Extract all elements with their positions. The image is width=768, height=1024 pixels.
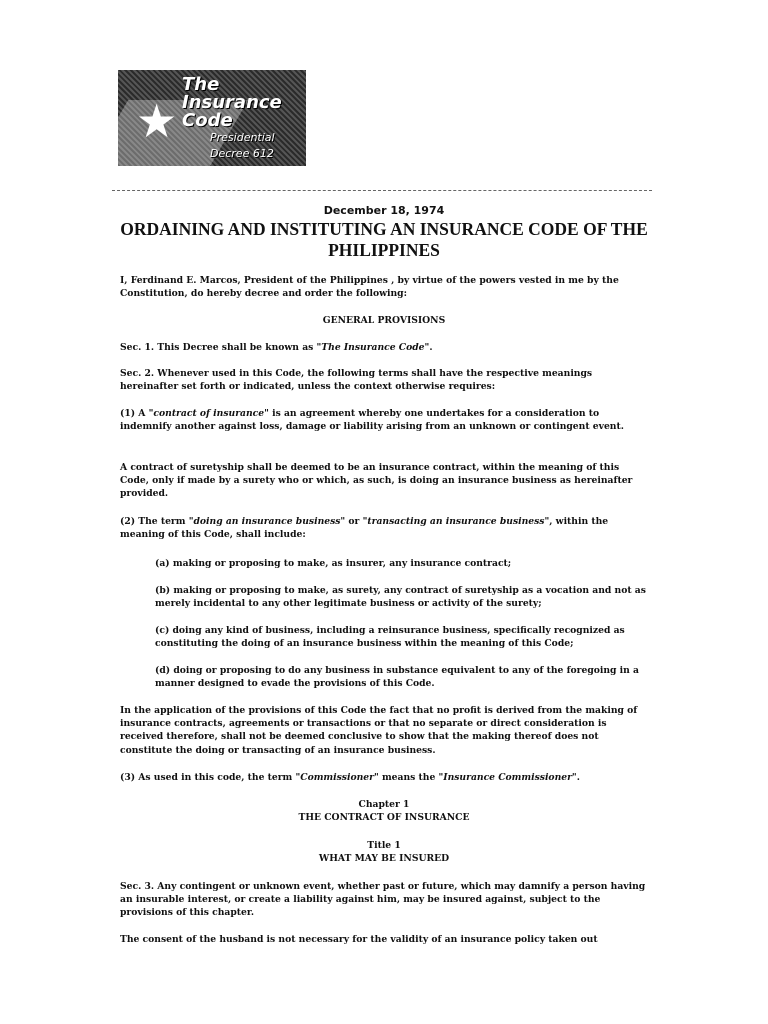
sec1-paragraph [120, 341, 650, 354]
chapter-number: Chapter 1 [358, 799, 410, 810]
def3-text: (3) As used in this code, the term [120, 772, 296, 783]
def3-means: means the [378, 772, 439, 783]
def2-term-1: "doing an insurance business" [188, 516, 346, 527]
logo-text-insurance: Insurance [182, 92, 282, 113]
def2-paragraph [120, 515, 650, 541]
sec1-term: "The Insurance Code" [316, 342, 430, 353]
def2-text: (2) The term [120, 516, 189, 527]
def1-term: "contract of insurance" [148, 408, 269, 419]
sec1-end: . [429, 342, 433, 353]
page-title: ORDAINING AND INSTITUTING AN INSURANCE CODE OF THE PHILIPPINES [120, 219, 648, 260]
insurance-code-logo [118, 70, 306, 166]
decree-date: December 18, 1974 [323, 204, 445, 217]
logo-text-decree: Decree 612 [210, 147, 274, 160]
def3-term-2: "Insurance Commissioner" [438, 772, 577, 783]
def3-end: . [576, 772, 580, 783]
list-item-a: (a) making or proposing to make, as insurer, any insurance contract; [155, 558, 512, 569]
logo-text-presidential: Presidential [210, 131, 275, 144]
logo-text-code: Code [182, 110, 233, 131]
suretyship-paragraph: A contract of suretyship shall be deemed to be an insurance contract, within the meaning of this Code, only if made by a surety who or which, as such, is doing an insurance business as hereinafter provided. [120, 462, 633, 500]
title-number: Title 1 [367, 840, 401, 851]
list-item-d: (d) doing or proposing to do any business in substance equivalent to any of the foregoing in a manner designed to evade the provisions of this Code. [155, 665, 640, 690]
def1-paragraph [120, 407, 650, 433]
def2-term-2: "transacting an insurance business" [362, 516, 550, 527]
title-name: WHAT MAY BE INSURED [318, 853, 450, 864]
header-divider [112, 190, 652, 191]
intro-paragraph: I, Ferdinand E. Marcos, President of the Philippines , by virtue of the powers vested in me by the Constitution, do hereby decree and order the following: [120, 275, 619, 300]
def2-or: or [345, 516, 363, 527]
consent-paragraph: The consent of the husband is not necessary for the validity of an insurance policy taken out [120, 934, 598, 945]
def2-rest: , within the meaning of this Code, shall include: [120, 516, 609, 541]
section-heading-general-provisions: GENERAL PROVISIONS [322, 315, 446, 326]
def1-rest: is an agreement whereby one undertakes for a consideration to indemnify another against loss, damage or liability arising from an unknown or contingent event. [120, 408, 624, 433]
chapter-title: THE CONTRACT OF INSURANCE [298, 812, 470, 823]
sec2-paragraph: Sec. 2. Whenever used in this Code, the following terms shall have the respective meanings hereinafter set forth or indicated, unless the context otherwise requires: [120, 368, 593, 393]
star-icon: ★ [136, 94, 178, 148]
def1-text: (1) A [120, 408, 149, 419]
list-item-b: (b) making or proposing to make, as surety, any contract of suretyship as a vocation and not as merely incidental to any other legitimate business or activity of the surety; [155, 585, 646, 610]
def3-term-1: "Commissioner" [295, 772, 379, 783]
sec3-paragraph: Sec. 3. Any contingent or unknown event, whether past or future, which may damnify a person having an insurable interest, or create a liability against him, may be insured against, subject to the provisions of this chapter. [120, 881, 646, 919]
logo-text-the: The [182, 74, 220, 95]
list-item-c: (c) doing any kind of business, including a reinsurance business, specifically recognized as constituting the doing of an insurance business within the meaning of this Code; [155, 625, 625, 650]
def3-paragraph [120, 771, 650, 784]
application-paragraph: In the application of the provisions of this Code the fact that no profit is derived from the making of insurance contracts, agreements or transactions or that no separate or direct consideration is received therefore, shall not be deemed conclusive to show that the making thereof does not constitute the doing or transacting of an insurance business. [120, 705, 638, 756]
sec1-text: Sec. 1. This Decree shall be known as [120, 342, 317, 353]
